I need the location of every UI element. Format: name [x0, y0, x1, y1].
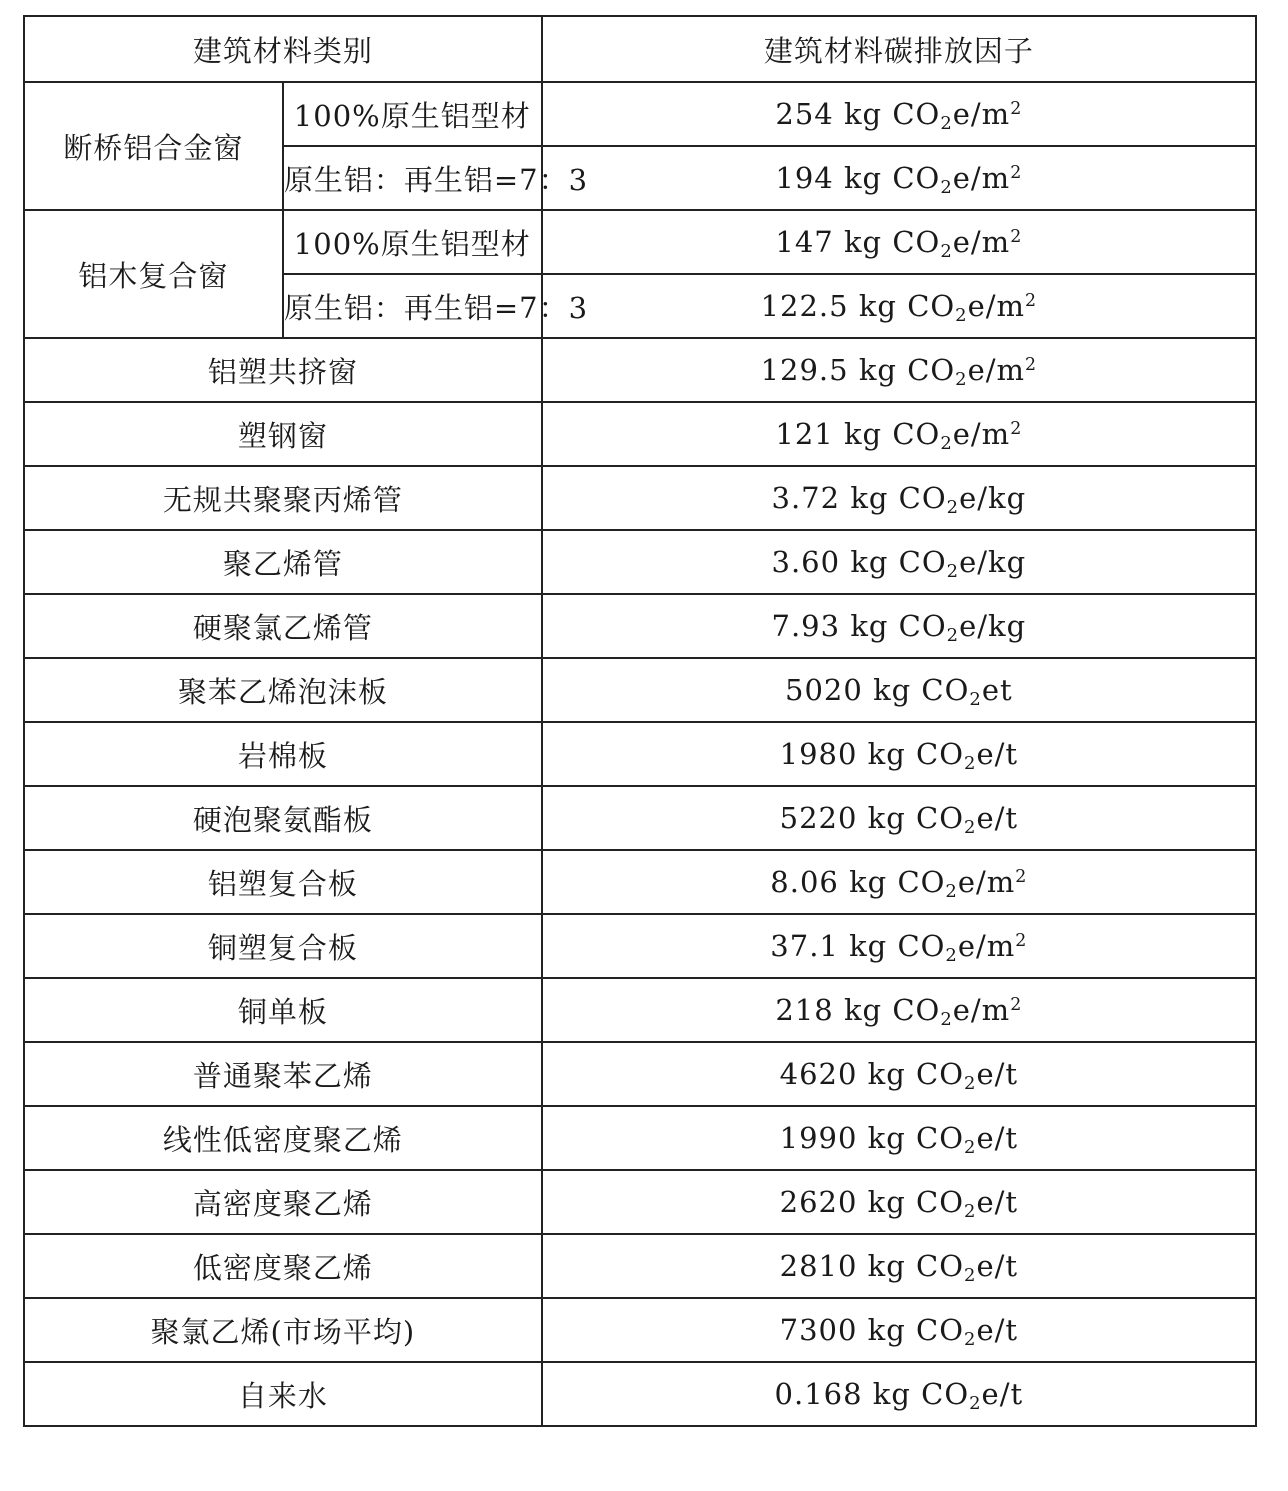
category-cell: 线性低密度聚乙烯	[24, 1106, 542, 1170]
table-row	[24, 1106, 1256, 1170]
factor-unit-co: CO	[916, 1313, 964, 1347]
factor-unit-superscript: 2	[1015, 867, 1028, 888]
factor-cell	[542, 850, 1256, 914]
factor-unit-kg: kg	[843, 97, 883, 131]
factor-cell	[542, 338, 1256, 402]
factor-value: 5020	[785, 673, 863, 707]
category-cell: 高密度聚乙烯	[24, 1170, 542, 1234]
factor-unit-subscript: 2	[946, 561, 960, 583]
factor-unit-denominator: e/m	[957, 865, 1016, 899]
factor-unit-subscript: 2	[940, 1009, 953, 1031]
factor-value: 122.5	[760, 289, 849, 323]
factor-unit-kg: kg	[873, 673, 912, 707]
factor-value: 37.1	[770, 929, 839, 963]
factor-cell	[542, 1234, 1256, 1298]
factor-value: 3.60	[771, 545, 841, 579]
factor-cell	[542, 466, 1256, 530]
factor-unit-subscript: 2	[945, 945, 958, 967]
category-cell: 聚乙烯管	[24, 530, 542, 594]
factor-cell	[542, 530, 1256, 594]
factor-cell	[542, 146, 1256, 210]
factor-unit-kg: kg	[867, 1313, 906, 1347]
factor-unit-kg: kg	[843, 225, 883, 259]
table-row	[24, 402, 1256, 466]
table-row	[24, 1298, 1256, 1362]
factor-value: 7300	[779, 1313, 858, 1347]
factor-unit-denominator: e/t	[976, 1185, 1019, 1219]
table-row	[24, 850, 1256, 914]
group-category-cell: 铝木复合窗	[24, 210, 283, 338]
table-row	[24, 210, 1256, 274]
factor-cell	[542, 1106, 1256, 1170]
factor-value: 7.93	[771, 609, 841, 643]
factor-value: 2810	[779, 1249, 858, 1283]
category-cell: 铜塑复合板	[24, 914, 542, 978]
factor-value: 121	[775, 417, 834, 451]
factor-unit-denominator: e/m	[952, 97, 1011, 131]
factor-unit-co: CO	[892, 225, 941, 259]
table-body	[24, 82, 1256, 1426]
factor-cell	[542, 82, 1256, 146]
factor-unit-subscript: 2	[945, 881, 958, 903]
factor-cell	[542, 658, 1256, 722]
table-row	[24, 466, 1256, 530]
factor-unit-co: CO	[892, 993, 941, 1027]
table-row	[24, 338, 1256, 402]
factor-unit-co: CO	[897, 865, 946, 899]
category-cell: 聚氯乙烯(市场平均)	[24, 1298, 542, 1362]
factor-unit-subscript: 2	[955, 369, 968, 391]
factor-unit-subscript: 2	[964, 817, 977, 839]
factor-unit-denominator: e/t	[976, 1057, 1019, 1091]
factor-unit-kg: kg	[867, 737, 906, 771]
factor-unit-kg: kg	[867, 1121, 906, 1155]
factor-value: 4620	[779, 1057, 858, 1091]
factor-unit-co: CO	[916, 1249, 964, 1283]
category-cell: 铝塑共挤窗	[24, 338, 542, 402]
factor-unit-denominator: e/m	[952, 161, 1011, 195]
factor-cell	[542, 1170, 1256, 1234]
factor-value: 2620	[779, 1185, 858, 1219]
group-category-cell: 断桥铝合金窗	[24, 82, 283, 210]
factor-unit-co: CO	[916, 801, 964, 835]
factor-unit-superscript: 2	[1025, 355, 1038, 376]
factor-unit-co: CO	[892, 417, 941, 451]
factor-cell	[542, 786, 1256, 850]
factor-cell	[542, 594, 1256, 658]
table-row	[24, 1234, 1256, 1298]
factor-unit-kg: kg	[849, 929, 888, 963]
factor-unit-denominator: e/t	[976, 1121, 1019, 1155]
factor-cell	[542, 274, 1256, 338]
factor-value: 218	[775, 993, 834, 1027]
factor-value: 254	[775, 97, 834, 131]
factor-cell	[542, 1042, 1256, 1106]
factor-unit-kg: kg	[843, 417, 883, 451]
table-row	[24, 530, 1256, 594]
factor-unit-subscript: 2	[940, 241, 953, 263]
factor-value: 1980	[779, 737, 858, 771]
table-row	[24, 978, 1256, 1042]
category-cell: 硬泡聚氨酯板	[24, 786, 542, 850]
subcategory-cell: 原生铝：再生铝=7：3	[283, 274, 542, 338]
factor-unit-superscript: 2	[1015, 931, 1028, 952]
factor-value: 1990	[779, 1121, 858, 1155]
factor-unit-denominator: e/kg	[959, 481, 1027, 515]
factor-unit-superscript: 2	[1010, 99, 1023, 120]
factor-cell	[542, 978, 1256, 1042]
factor-unit-kg: kg	[858, 353, 897, 387]
factor-unit-co: CO	[898, 545, 947, 579]
factor-unit-superscript: 2	[1010, 163, 1023, 184]
category-cell: 普通聚苯乙烯	[24, 1042, 542, 1106]
factor-cell	[542, 210, 1256, 274]
factor-cell	[542, 402, 1256, 466]
subcategory-cell: 100%原生铝型材	[283, 210, 542, 274]
factor-unit-denominator: e/m	[952, 993, 1011, 1027]
factor-unit-co: CO	[916, 1121, 964, 1155]
factor-unit-subscript: 2	[969, 1393, 982, 1415]
factor-unit-subscript: 2	[964, 1137, 977, 1159]
factor-unit-co: CO	[916, 1057, 964, 1091]
factor-value: 0.168	[774, 1377, 863, 1411]
factor-unit-kg: kg	[872, 1377, 911, 1411]
factor-value: 3.72	[771, 481, 841, 515]
factor-unit-superscript: 2	[1010, 995, 1023, 1016]
factor-unit-denominator: e/m	[952, 417, 1011, 451]
factor-unit-co: CO	[907, 353, 956, 387]
factor-unit-denominator: e/m	[967, 289, 1026, 323]
factor-unit-denominator: e/m	[967, 353, 1026, 387]
factor-unit-denominator: e/m	[957, 929, 1016, 963]
carbon-factor-table	[23, 15, 1257, 1427]
factor-unit-kg: kg	[867, 1249, 906, 1283]
factor-cell	[542, 722, 1256, 786]
factor-unit-subscript: 2	[940, 433, 953, 455]
factor-value: 194	[775, 161, 834, 195]
table-row	[24, 1170, 1256, 1234]
factor-unit-subscript: 2	[940, 177, 953, 199]
factor-unit-denominator: e/t	[976, 1249, 1019, 1283]
category-cell: 无规共聚聚丙烯管	[24, 466, 542, 530]
factor-unit-co: CO	[921, 673, 970, 707]
factor-unit-denominator: e/kg	[959, 545, 1027, 579]
factor-unit-kg: kg	[850, 481, 889, 515]
factor-cell	[542, 1362, 1256, 1426]
factor-unit-subscript: 2	[964, 1201, 977, 1223]
header-row	[24, 16, 1256, 82]
factor-unit-denominator: e/m	[952, 225, 1011, 259]
table-row	[24, 722, 1256, 786]
factor-value: 147	[775, 225, 834, 259]
table-row	[24, 1362, 1256, 1426]
factor-unit-co: CO	[892, 97, 941, 131]
factor-unit-superscript: 2	[1010, 419, 1023, 440]
category-cell: 岩棉板	[24, 722, 542, 786]
factor-unit-kg: kg	[849, 865, 888, 899]
category-cell: 硬聚氯乙烯管	[24, 594, 542, 658]
factor-unit-denominator: e/t	[976, 801, 1019, 835]
category-cell: 聚苯乙烯泡沫板	[24, 658, 542, 722]
factor-unit-co: CO	[916, 1185, 964, 1219]
factor-unit-superscript: 2	[1010, 227, 1023, 248]
table-row	[24, 658, 1256, 722]
factor-unit-denominator: e/t	[976, 737, 1019, 771]
factor-unit-co: CO	[892, 161, 941, 195]
factor-unit-co: CO	[897, 929, 946, 963]
factor-unit-kg: kg	[858, 289, 897, 323]
factor-cell	[542, 1298, 1256, 1362]
factor-unit-denominator: e/kg	[959, 609, 1027, 643]
category-cell: 铜单板	[24, 978, 542, 1042]
factor-unit-subscript: 2	[969, 689, 982, 711]
factor-unit-subscript: 2	[964, 1073, 977, 1095]
factor-unit-subscript: 2	[964, 753, 977, 775]
factor-unit-kg: kg	[850, 545, 889, 579]
factor-unit-subscript: 2	[946, 625, 960, 647]
category-cell: 自来水	[24, 1362, 542, 1426]
factor-unit-subscript: 2	[955, 305, 968, 327]
factor-unit-kg: kg	[867, 1185, 906, 1219]
factor-unit-co: CO	[921, 1377, 970, 1411]
factor-unit-superscript: 2	[1025, 291, 1038, 312]
header-factor: 建筑材料碳排放因子	[542, 16, 1256, 82]
table-row	[24, 914, 1256, 978]
factor-unit-kg: kg	[867, 1057, 906, 1091]
factor-unit-co: CO	[907, 289, 956, 323]
factor-unit-denominator: e/t	[981, 1377, 1024, 1411]
table-row	[24, 1042, 1256, 1106]
factor-unit-kg: kg	[843, 161, 883, 195]
factor-unit-kg: kg	[843, 993, 883, 1027]
factor-unit-co: CO	[916, 737, 964, 771]
factor-unit-subscript: 2	[964, 1265, 977, 1287]
category-cell: 铝塑复合板	[24, 850, 542, 914]
factor-cell	[542, 914, 1256, 978]
table-row	[24, 594, 1256, 658]
factor-unit-co: CO	[898, 609, 947, 643]
table-row	[24, 82, 1256, 146]
factor-value: 5220	[779, 801, 858, 835]
factor-unit-subscript: 2	[946, 497, 960, 519]
factor-value: 8.06	[770, 865, 839, 899]
subcategory-cell: 100%原生铝型材	[283, 82, 542, 146]
factor-unit-kg: kg	[850, 609, 889, 643]
table-row	[24, 786, 1256, 850]
header-category: 建筑材料类别	[24, 16, 542, 82]
factor-unit-subscript: 2	[964, 1329, 977, 1351]
category-cell: 低密度聚乙烯	[24, 1234, 542, 1298]
factor-unit-subscript: 2	[940, 113, 953, 135]
factor-unit-kg: kg	[867, 801, 906, 835]
factor-value: 129.5	[760, 353, 849, 387]
factor-unit-denominator: e/t	[976, 1313, 1019, 1347]
category-cell: 塑钢窗	[24, 402, 542, 466]
factor-unit-co: CO	[898, 481, 947, 515]
subcategory-cell: 原生铝：再生铝=7：3	[283, 146, 542, 210]
factor-unit-denominator: et	[981, 673, 1013, 707]
